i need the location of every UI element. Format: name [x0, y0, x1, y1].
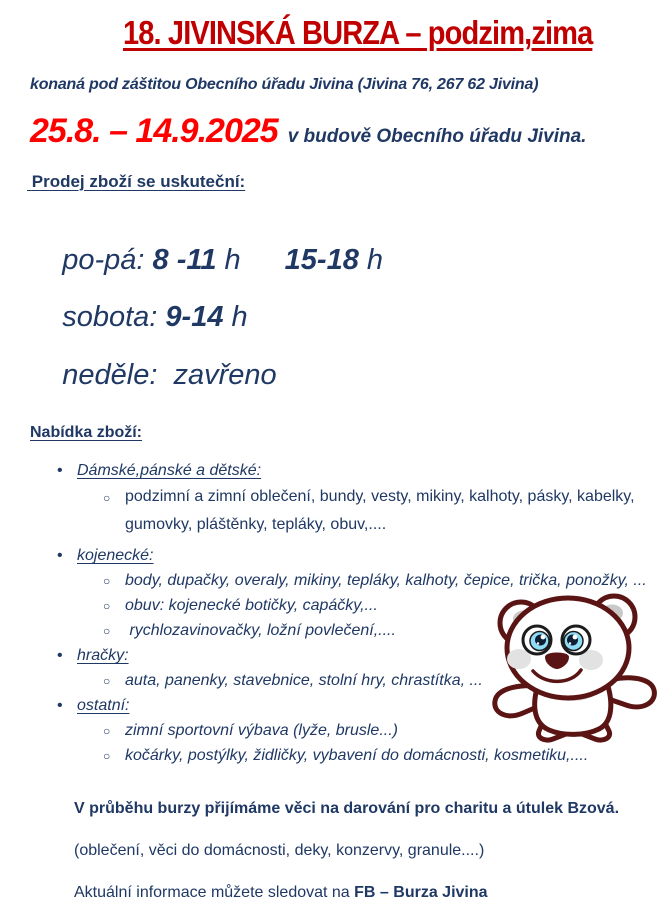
list-item: ○ body, dupačky, overaly, mikiny, tepláky, kalhoty, čepice, trička, ponožky, ... — [0, 568, 666, 593]
group-title: kojenecké: — [77, 547, 154, 564]
facebook-page-name: FB – Burza Jivina — [354, 884, 488, 901]
page-title-row — [22, 14, 672, 52]
list-item-group — [0, 543, 666, 568]
info-line — [74, 884, 488, 902]
page-title: 18. JIVINSKÁ BURZA – podzim,zima — [123, 14, 593, 51]
catalog-heading: Nabídka zboží: — [30, 424, 143, 441]
list-item: ○ kočárky, postýlky, židličky, vybavení do domácnosti, kosmetiku,.... — [0, 743, 666, 768]
teddy-bear-image — [487, 591, 667, 743]
group-title: ostatní: — [77, 697, 130, 714]
hours-weekdays-time1: 8 -11 — [152, 244, 217, 276]
hours-saturday-label: sobota: — [62, 301, 166, 333]
event-dates: 25.8. – 14.9.2025 — [30, 112, 278, 150]
sale-heading: Prodej zboží se uskuteční: — [27, 172, 246, 191]
list-item: ○ zimní sportovní výbava (lyže, brusle...) — [0, 718, 666, 743]
event-date-line — [30, 112, 586, 151]
donation-items: (oblečení, věci do domácnosti, deky, konzervy, granule....) — [74, 842, 485, 859]
hours-weekdays-time2: 15-18 — [284, 244, 359, 276]
info-prefix: Aktuální informace můžete sledovat na — [74, 884, 355, 901]
list-item: ○ obuv: kojenecké botičky, capáčky,... — [0, 593, 666, 618]
donation-notice: V průběhu burzy přijímáme věci na darování pro charitu a útulek Bzová. — [74, 800, 620, 817]
list-item-text: podzimní a zimní oblečení, bundy, vesty, mikiny, kalhoty, pásky, kabelky, gumovky, pláštěnky, tepláky, obuv,.... — [125, 488, 635, 533]
hours-weekdays-unit1: h — [216, 244, 241, 276]
hours-sunday-label: neděle: — [62, 359, 174, 391]
list-item-group — [0, 458, 666, 483]
hours-weekdays-unit2: h — [358, 244, 384, 276]
list-item: ○ rychlozavinovačky, ložní povlečení,.... — [0, 618, 666, 643]
list-item — [0, 483, 662, 539]
group-title: Dámské,pánské a dětské: — [77, 462, 262, 479]
hours-weekdays-label: po-pá: — [62, 244, 153, 276]
list-item: ○ auta, panenky, stavebnice, stolní hry, chrastítka, ... — [0, 668, 666, 693]
hours-sunday — [30, 326, 277, 425]
hours-sunday-value: zavřeno — [173, 359, 277, 391]
organizer-subtitle: konaná pod záštitou Obecního úřadu Jivina (Jivina 76, 267 62 Jivina) — [30, 76, 539, 93]
event-venue: v budově Obecního úřadu Jivina. — [287, 126, 587, 147]
group-title: hračky: — [77, 647, 129, 664]
hours-saturday-unit1: h — [223, 301, 248, 333]
hours-saturday-time1: 9-14 — [165, 301, 224, 333]
